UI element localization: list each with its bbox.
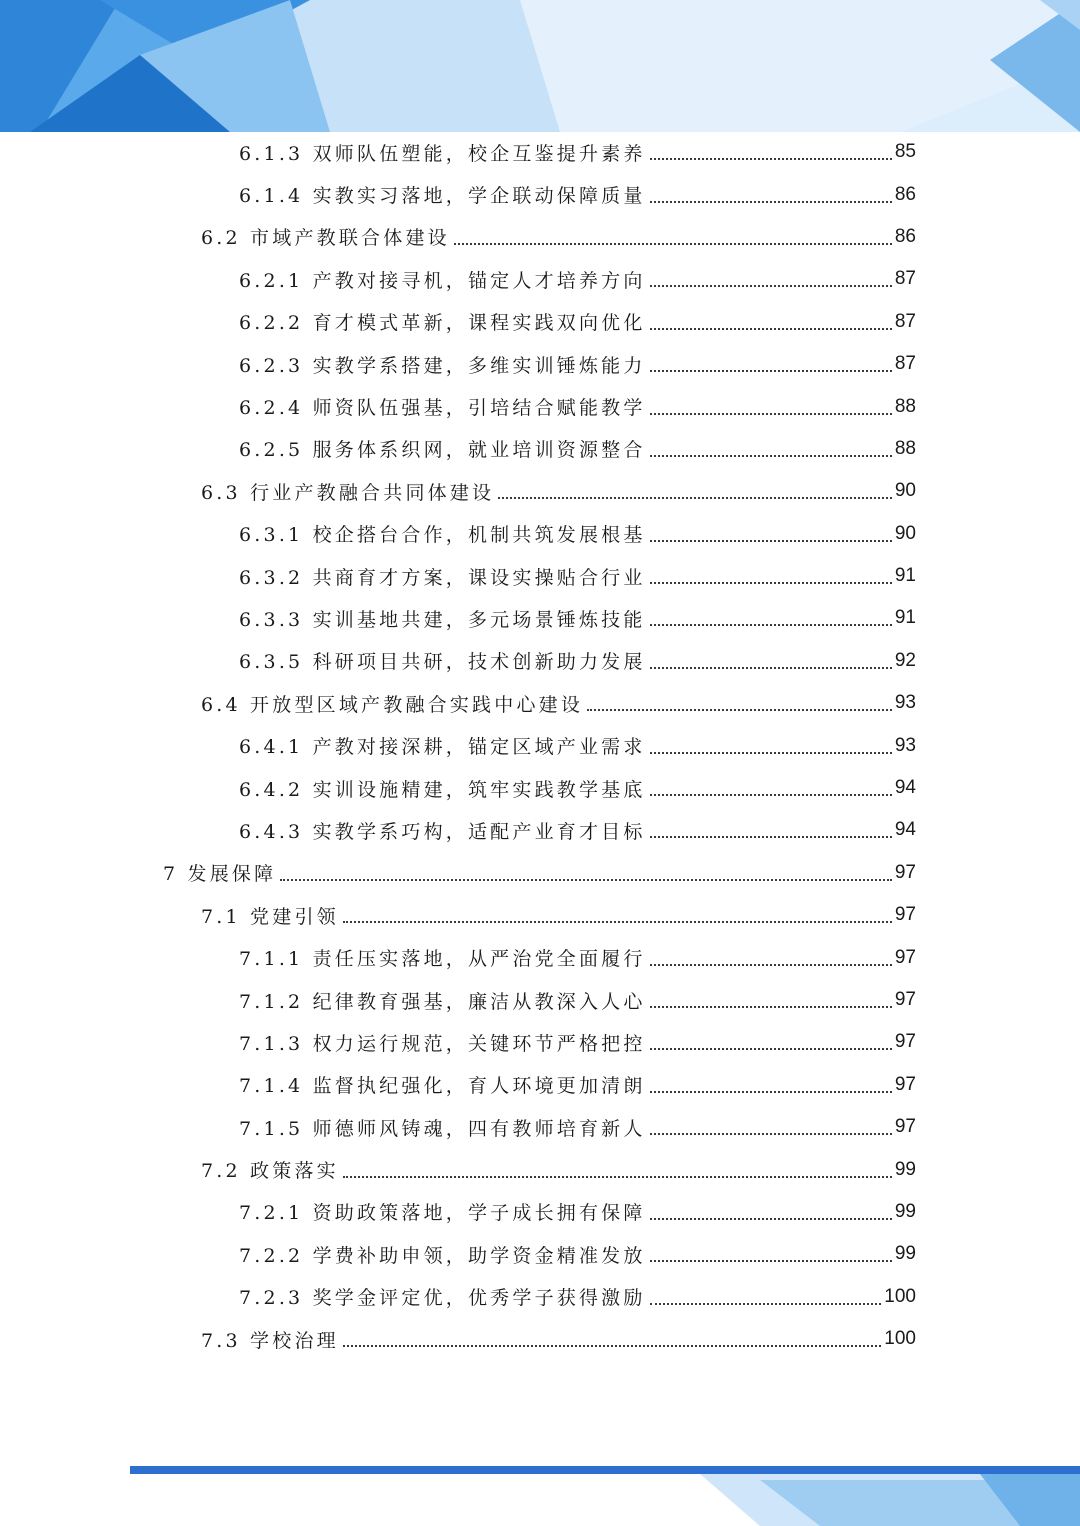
dot-leader xyxy=(650,667,892,669)
toc-entry-title: 6.2.5 服务体系织网，就业培训资源整合 xyxy=(239,439,646,462)
toc-entry-title: 7.1.5 师德师风铸魂，四有教师培育新人 xyxy=(239,1117,646,1140)
toc-entry-title: 6.2.4 师资队伍强基，引培结合赋能教学 xyxy=(239,397,646,420)
dot-leader xyxy=(650,794,892,796)
toc-entry-page-number: 91 xyxy=(894,565,916,587)
toc-entry[interactable] xyxy=(0,258,1080,300)
toc-entry-title: 6.2.3 实教学系搭建，多维实训锤炼能力 xyxy=(239,354,646,377)
toc-entry-title: 6.4 开放型区域产教融合实践中心建设 xyxy=(201,693,584,716)
toc-entry[interactable] xyxy=(0,767,1080,809)
toc-entry[interactable] xyxy=(0,1191,1080,1233)
toc-entry-page-number: 90 xyxy=(894,480,916,502)
toc-entry-page-number: 100 xyxy=(884,1328,916,1350)
toc-entry-title: 6.1.3 双师队伍塑能，校企互鉴提升素养 xyxy=(239,142,646,165)
toc-entry-title: 7.2.1 资助政策落地，学子成长拥有保障 xyxy=(239,1202,646,1225)
toc-entry-page-number: 87 xyxy=(894,268,916,290)
toc-entry[interactable] xyxy=(0,1106,1080,1148)
toc-entry-page-number: 86 xyxy=(894,183,916,205)
dot-leader xyxy=(650,1091,892,1093)
toc-entry-title: 7.2.3 奖学金评定优，优秀学子获得激励 xyxy=(239,1287,646,1310)
dot-leader xyxy=(650,1260,892,1262)
toc-entry-page-number: 97 xyxy=(894,946,916,968)
toc-entry[interactable] xyxy=(0,1318,1080,1360)
dot-leader xyxy=(650,582,892,584)
toc-entry-page-number: 92 xyxy=(894,649,916,671)
toc-entry-page-number: 97 xyxy=(894,1031,916,1053)
dot-leader xyxy=(343,921,892,923)
toc-entry-page-number: 90 xyxy=(894,522,916,544)
toc-entry-page-number: 88 xyxy=(894,395,916,417)
dot-leader xyxy=(343,1345,881,1347)
toc-entry[interactable] xyxy=(0,1276,1080,1318)
toc-entry[interactable] xyxy=(0,1064,1080,1106)
toc-entry-title: 7.1.1 责任压实落地，从严治党全面履行 xyxy=(239,948,646,971)
toc-entry[interactable] xyxy=(0,1021,1080,1063)
toc-entry-title: 7.2.2 学费补助申领，助学资金精准发放 xyxy=(239,1244,646,1267)
dot-leader xyxy=(650,964,892,966)
toc-entry-title: 6.3.2 共商育才方案，课设实操贴合行业 xyxy=(239,566,646,589)
toc-entry-page-number: 97 xyxy=(894,861,916,883)
toc-entry[interactable] xyxy=(0,597,1080,639)
toc-entry-page-number: 99 xyxy=(894,1200,916,1222)
toc-entry-title: 7.2 政策落实 xyxy=(201,1160,339,1183)
dot-leader xyxy=(650,328,892,330)
dot-leader xyxy=(650,836,892,838)
toc-entry[interactable] xyxy=(0,216,1080,258)
toc-entry-title: 7 发展保障 xyxy=(163,863,277,886)
toc-entry[interactable] xyxy=(0,1148,1080,1190)
dot-leader xyxy=(650,1048,892,1050)
footer-decoration xyxy=(0,1440,1080,1526)
toc-entry-title: 6.2 市域产教联合体建设 xyxy=(201,227,450,250)
toc-entry-title: 6.3 行业产教融合共同体建设 xyxy=(201,481,495,504)
toc-entry[interactable] xyxy=(0,936,1080,978)
dot-leader xyxy=(650,1218,892,1220)
toc-entry-page-number: 97 xyxy=(894,904,916,926)
toc-entry-page-number: 97 xyxy=(894,1073,916,1095)
toc-entry[interactable] xyxy=(0,682,1080,724)
toc-entry-title: 6.4.2 实训设施精建，筑牢实践教学基底 xyxy=(239,778,646,801)
toc-entry[interactable] xyxy=(0,301,1080,343)
toc-entry-title: 6.3.5 科研项目共研，技术创新助力发展 xyxy=(239,651,646,674)
dot-leader xyxy=(650,201,892,203)
toc-entry-title: 6.4.3 实教学系巧构，适配产业育才目标 xyxy=(239,820,646,843)
toc-entry-page-number: 94 xyxy=(894,819,916,841)
dot-leader xyxy=(650,624,892,626)
toc-entry[interactable] xyxy=(0,513,1080,555)
dot-leader xyxy=(650,752,892,754)
dot-leader xyxy=(650,413,892,415)
toc-entry-title: 6.3.1 校企搭台合作，机制共筑发展根基 xyxy=(239,524,646,547)
dot-leader xyxy=(343,1176,892,1178)
toc-entry-title: 6.3.3 实训基地共建，多元场景锤炼技能 xyxy=(239,608,646,631)
toc-entry-title: 6.2.2 育才模式革新，课程实践双向优化 xyxy=(239,312,646,335)
toc-entry[interactable] xyxy=(0,470,1080,512)
dot-leader xyxy=(650,285,892,287)
header-decoration xyxy=(0,0,1080,132)
dot-leader xyxy=(498,497,892,499)
toc-entry[interactable] xyxy=(0,724,1080,766)
toc-entry-page-number: 87 xyxy=(894,353,916,375)
toc-entry-title: 7.1.2 纪律教育强基，廉洁从教深入人心 xyxy=(239,990,646,1013)
toc-entry-page-number: 94 xyxy=(894,777,916,799)
dot-leader xyxy=(650,455,892,457)
toc-entry-page-number: 99 xyxy=(894,1243,916,1265)
toc-entry[interactable] xyxy=(0,343,1080,385)
toc-entry-page-number: 100 xyxy=(884,1285,916,1307)
toc-entry-title: 6.4.1 产教对接深耕，锚定区域产业需求 xyxy=(239,736,646,759)
toc-entry[interactable] xyxy=(0,852,1080,894)
toc-entry-title: 7.1.3 权力运行规范，关键环节严格把控 xyxy=(239,1032,646,1055)
toc-entry-page-number: 91 xyxy=(894,607,916,629)
dot-leader xyxy=(650,1006,892,1008)
dot-leader xyxy=(454,243,892,245)
toc-entry[interactable] xyxy=(0,173,1080,215)
toc-entry[interactable] xyxy=(0,555,1080,597)
toc-entry[interactable] xyxy=(0,385,1080,427)
toc-entry-page-number: 88 xyxy=(894,437,916,459)
toc-entry-page-number: 93 xyxy=(894,734,916,756)
toc-entry-page-number: 93 xyxy=(894,692,916,714)
dot-leader xyxy=(650,1303,882,1305)
dot-leader xyxy=(587,709,892,711)
toc-entry[interactable] xyxy=(0,809,1080,851)
dot-leader xyxy=(650,540,892,542)
toc-entry-title: 6.2.1 产教对接寻机，锚定人才培养方向 xyxy=(239,269,646,292)
toc-entry-title: 7.1.4 监督执纪强化，育人环境更加清朗 xyxy=(239,1075,646,1098)
toc-entry[interactable] xyxy=(0,979,1080,1021)
toc-entry[interactable] xyxy=(0,131,1080,173)
dot-leader xyxy=(280,879,892,881)
dot-leader xyxy=(650,1133,892,1135)
toc-entry-page-number: 85 xyxy=(894,141,916,163)
toc-entry-page-number: 99 xyxy=(894,1158,916,1180)
toc-entry-page-number: 97 xyxy=(894,989,916,1010)
toc-entry-page-number: 86 xyxy=(894,225,916,247)
dot-leader xyxy=(650,158,892,160)
toc-entry-page-number: 97 xyxy=(894,1116,916,1138)
toc-entry-title: 7.1 党建引领 xyxy=(201,905,339,928)
toc-entry-title: 6.1.4 实教实习落地，学企联动保障质量 xyxy=(239,185,646,208)
toc-entry[interactable] xyxy=(0,1233,1080,1275)
toc-entry[interactable] xyxy=(0,428,1080,470)
toc-entry-page-number: 87 xyxy=(894,310,916,332)
table-of-contents xyxy=(0,131,1080,1360)
toc-entry-title: 7.3 学校治理 xyxy=(201,1329,339,1352)
dot-leader xyxy=(650,370,892,372)
toc-entry[interactable] xyxy=(0,894,1080,936)
toc-entry[interactable] xyxy=(0,640,1080,682)
